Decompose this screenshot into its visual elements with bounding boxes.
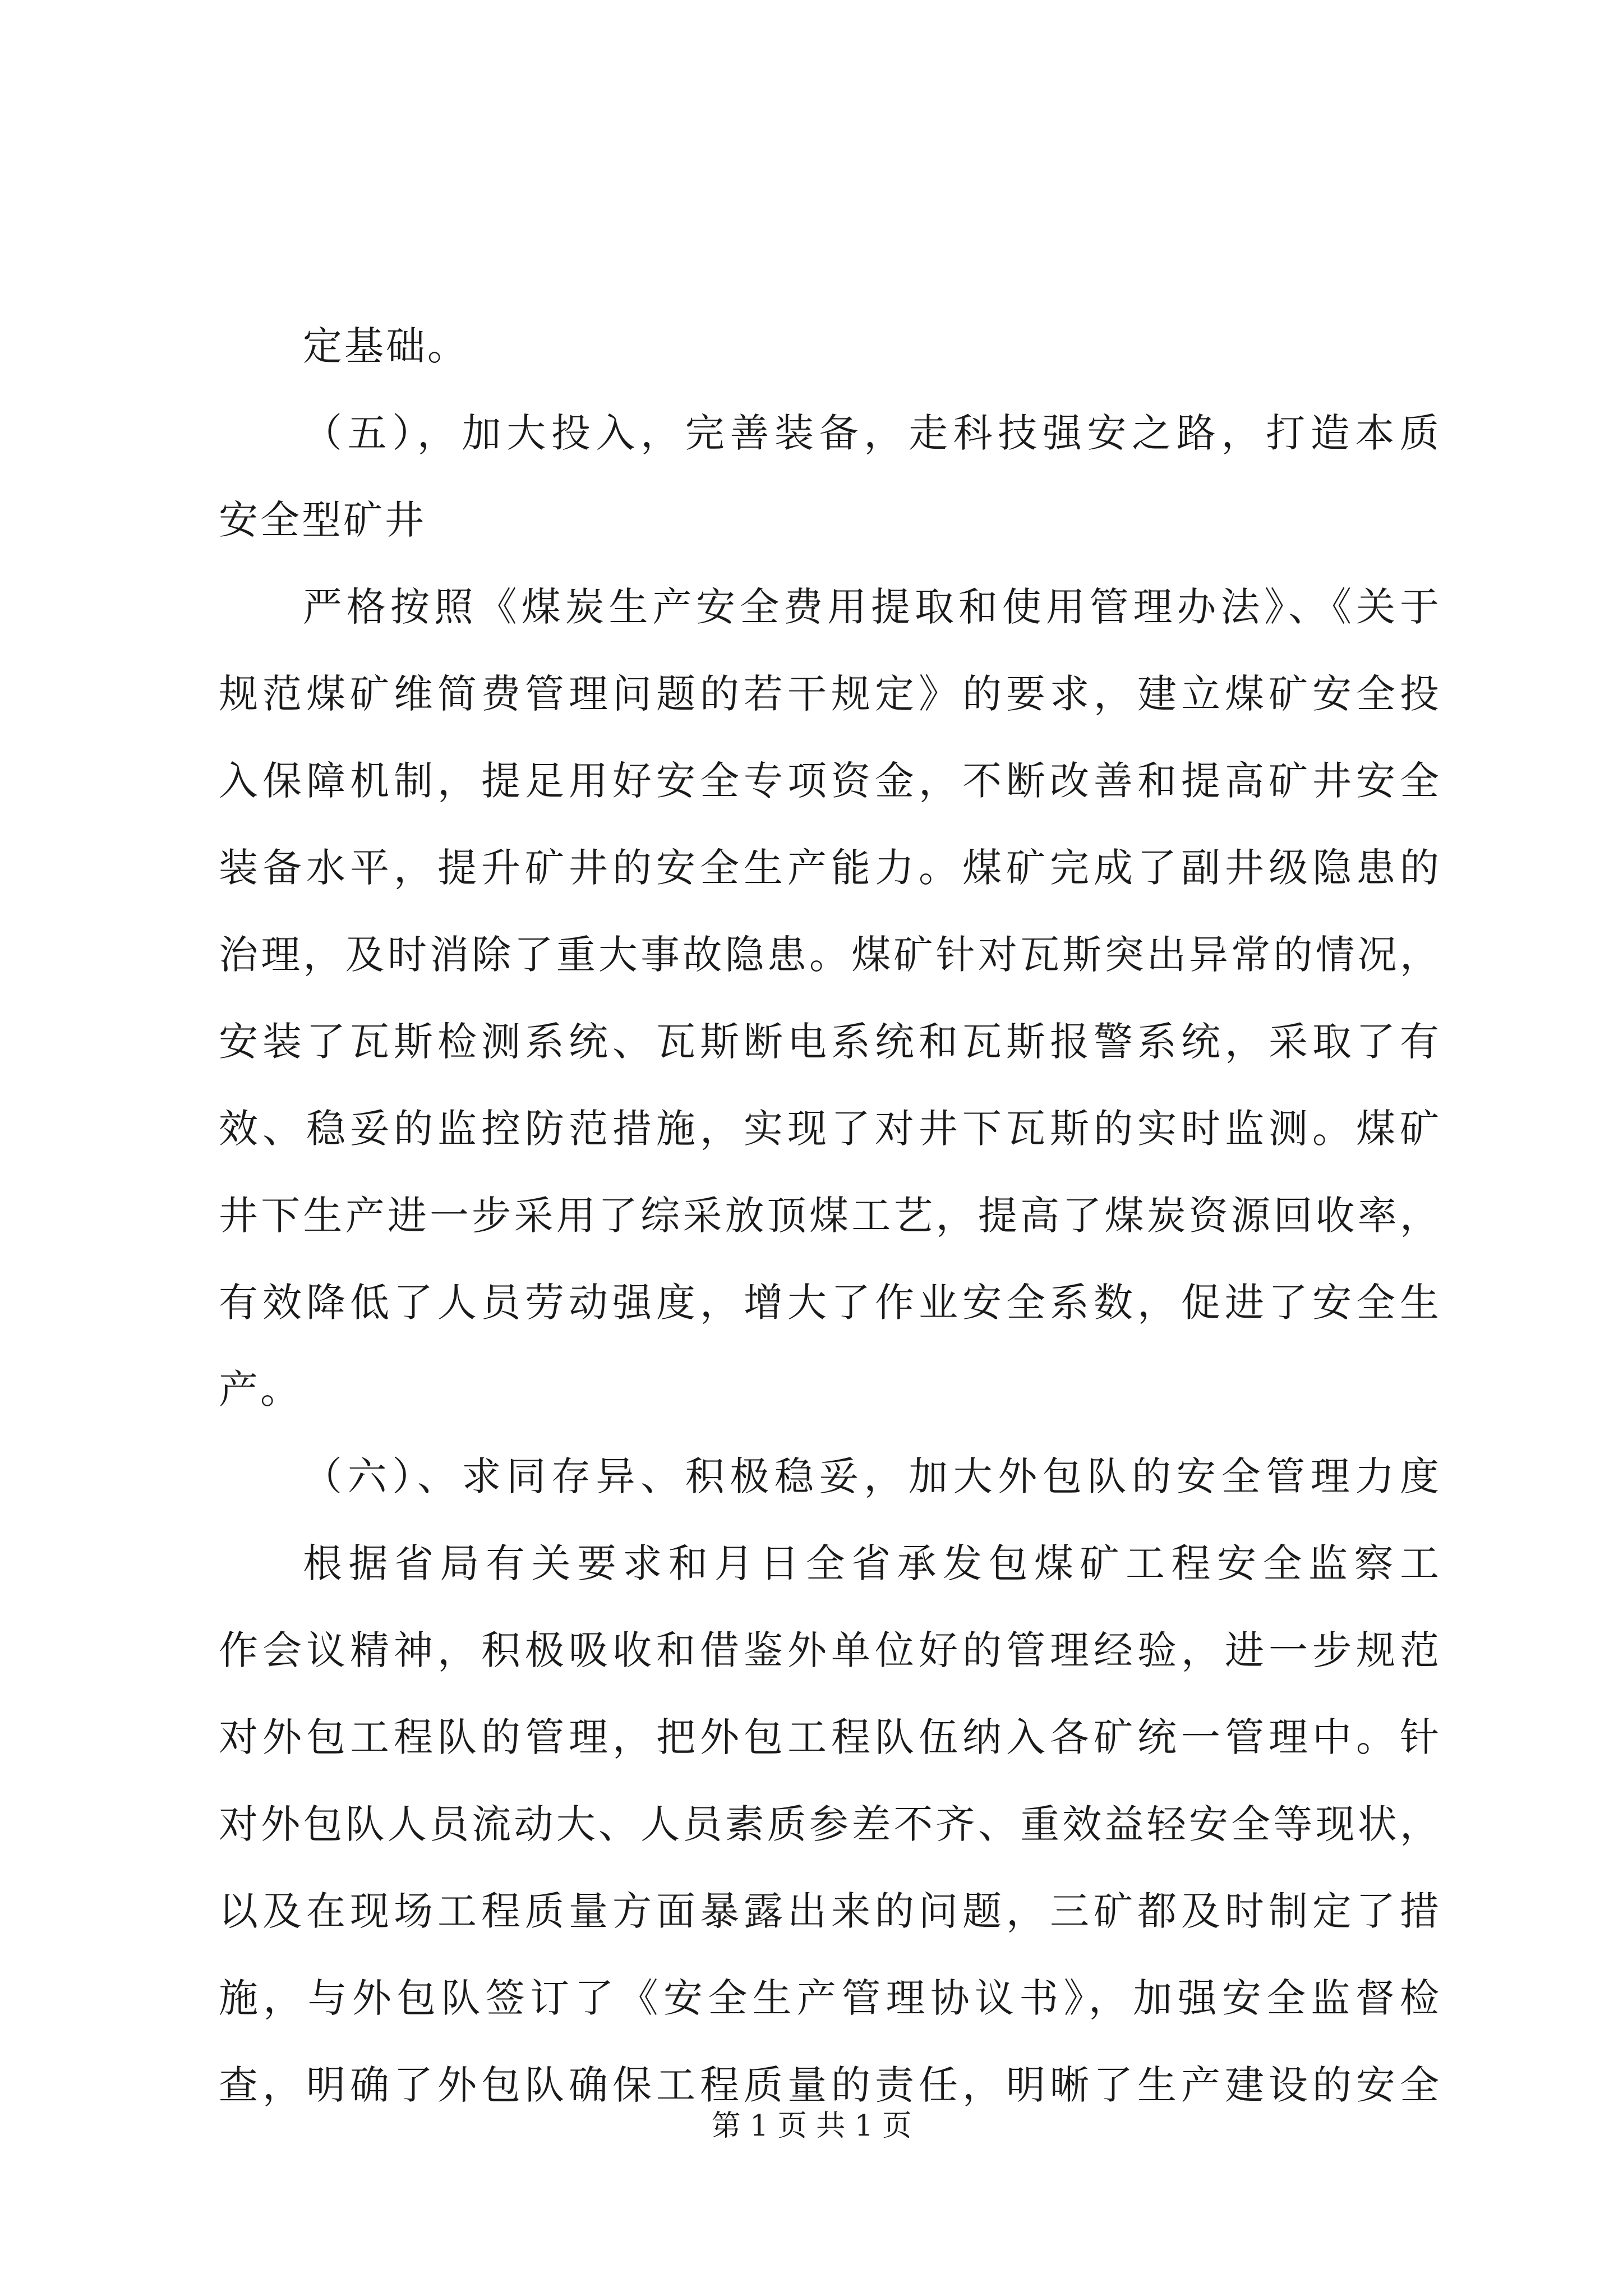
text-line: 有效降低了人员劳动强度，增大了作业安全系数，促进了安全生 [219, 1280, 1441, 1326]
text-line: 规范煤矿维简费管理问题的若干规定》的要求，建立煤矿安全投 [219, 671, 1441, 717]
text-line: 根据省局有关要求和月日全省承发包煤矿工程安全监察工 [303, 1540, 1441, 1586]
section-heading: （六）、求同存异、积极稳妥，加大外包队的安全管理力度 [303, 1453, 1441, 1499]
text-line: 以及在现场工程质量方面暴露出来的问题，三矿都及时制定了措 [219, 1888, 1441, 1934]
text-line: 装备水平，提升矿井的安全生产能力。煤矿完成了副井级隐患的 [219, 845, 1441, 891]
section-heading: （五），加大投入，完善装备，走科技强安之路，打造本质 [303, 410, 1441, 456]
text-line: 查，明确了外包队确保工程质量的责任，明晰了生产建设的安全 [219, 2062, 1441, 2108]
text-line: 入保障机制，提足用好安全专项资金，不断改善和提高矿井安全 [219, 758, 1441, 804]
text-line: 对外包队人员流动大、人员素质参差不齐、重效益轻安全等现状， [219, 1801, 1441, 1847]
text-line: 施，与外包队签订了《安全生产管理协议书》，加强安全监督检 [219, 1975, 1441, 2021]
document-body [219, 303, 1441, 2129]
text-line: 治理，及时消除了重大事故隐患。煤矿针对瓦斯突出异常的情况， [219, 932, 1441, 978]
text-line: 井下生产进一步采用了综采放顶煤工艺，提高了煤炭资源回收率， [219, 1193, 1441, 1239]
text-line: 安装了瓦斯检测系统、瓦斯断电系统和瓦斯报警系统，采取了有 [219, 1019, 1441, 1065]
text-line: 效、稳妥的监控防范措施，实现了对井下瓦斯的实时监测。煤矿 [219, 1106, 1441, 1152]
text-line: 产。 [219, 1366, 302, 1412]
section-heading-continued: 安全型矿井 [219, 497, 426, 543]
text-line: 定基础。 [303, 323, 469, 369]
page-footer: 第 1 页 共 1 页 [711, 2109, 912, 2143]
text-line: 对外包工程队的管理，把外包工程队伍纳入各矿统一管理中。针 [219, 1714, 1441, 1760]
text-line: 作会议精神，积极吸收和借鉴外单位好的管理经验，进一步规范 [219, 1627, 1441, 1673]
text-line: 严格按照《煤炭生产安全费用提取和使用管理办法》、《关于 [303, 584, 1441, 630]
